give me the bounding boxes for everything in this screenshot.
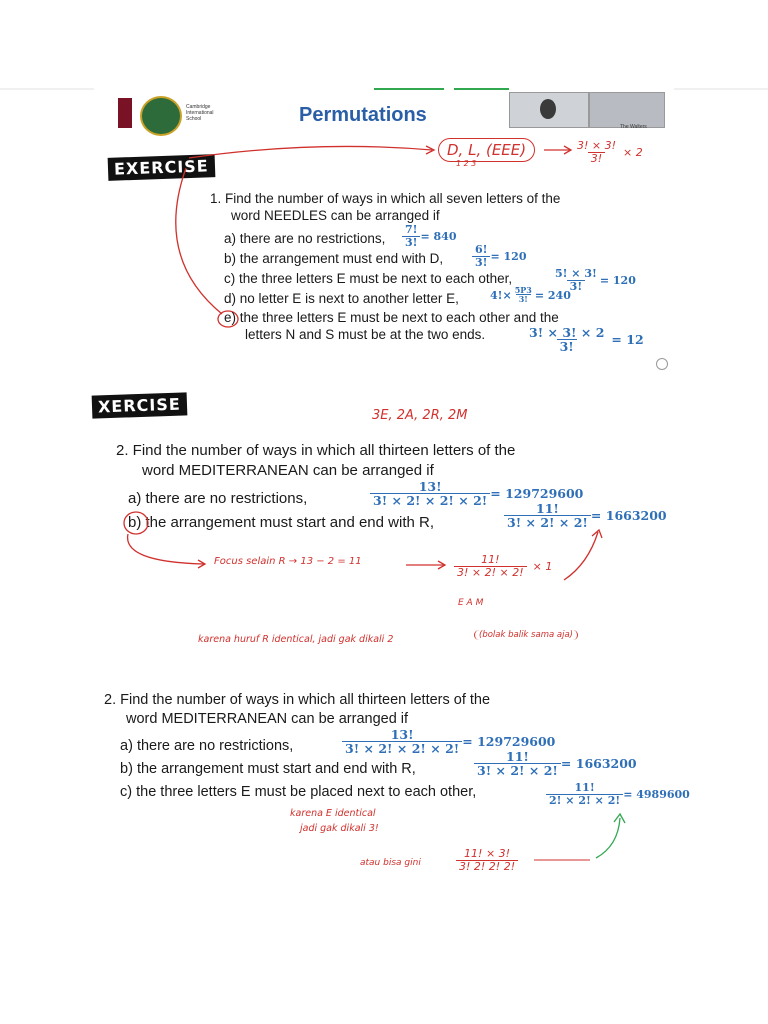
answer-1c-den: 3! xyxy=(567,280,585,293)
answer-2a-num: 13! xyxy=(418,479,442,494)
answer-1c-num: 5! × 3! xyxy=(555,267,597,280)
answer-1a xyxy=(402,224,457,249)
answer-3b-num: 11! xyxy=(506,749,529,764)
hand-letters-below: E A M xyxy=(458,598,484,608)
answer-2b-den: 3! × 2! × 2! xyxy=(504,515,591,530)
question-1-line2: word NEEDLES can be arranged if xyxy=(231,208,440,223)
exercise-badge-2: XERCISE xyxy=(92,392,187,418)
slide-3 xyxy=(94,680,690,880)
answer-2b-num: 11! xyxy=(536,501,559,516)
answer-1d-num: 5P3 xyxy=(514,285,532,295)
green-arrow xyxy=(596,818,620,858)
answer-1a-val: = 840 xyxy=(420,229,457,243)
hand-top: 3E, 2A, 2R, 2M xyxy=(372,408,468,423)
video-label: The Walters xyxy=(620,124,647,130)
answer-3b-val: = 1663200 xyxy=(560,756,637,772)
answer-1e xyxy=(526,326,644,354)
question-1: 1. Find the number of ways in which all seven letters of the xyxy=(210,191,561,206)
answer-1d-val: = 240 xyxy=(534,288,571,302)
curve-arrow xyxy=(176,168,222,314)
hand-fraction-2 xyxy=(454,554,552,579)
arrow-line-1 xyxy=(189,146,432,158)
slide-1 xyxy=(94,88,674,380)
curve-arrow-2 xyxy=(128,534,204,564)
question-2-repeat-line2: word MEDITERRANEAN can be arranged if xyxy=(126,711,409,727)
question-2-line2: word MEDITERRANEAN can be arranged if xyxy=(142,462,434,479)
answer-2a-val: = 129729600 xyxy=(490,486,584,502)
answer-1e-den: 3! xyxy=(557,339,577,354)
hand-frac-den: 3! × 2! × 2! xyxy=(454,566,527,579)
answer-2b-val: = 1663200 xyxy=(590,508,667,524)
answer-3c-den: 2! × 2! × 2! xyxy=(546,794,623,807)
hand-note: karena huruf R identical, jadi gak dikali 2 xyxy=(198,634,394,645)
hand-letters: D, L, (EEE) xyxy=(438,138,535,162)
slide3-hand-arrows xyxy=(94,680,674,880)
answer-3a-val: = 129729600 xyxy=(462,734,556,750)
hand-focus: Focus selain R → 13 − 2 = 11 xyxy=(214,556,362,567)
answer-1e-val: = 12 xyxy=(611,332,644,348)
part-1b: b) the arrangement must end with D, xyxy=(224,251,444,266)
answer-1d xyxy=(490,286,571,304)
answer-3c-val: = 4989600 xyxy=(623,787,690,801)
part-2a: a) there are no restrictions, xyxy=(128,490,308,507)
answer-1d-pre: 4!× xyxy=(490,288,512,302)
part-2b: b) the arrangement must start and end with R, xyxy=(128,514,434,531)
part-1e-line2: letters N and S must be at the two ends. xyxy=(245,327,486,342)
circle-b xyxy=(124,512,148,534)
part-3c: c) the three letters E must be placed next to each other, xyxy=(120,784,477,800)
hand-frac3-den: 3! 2! 2! 2! xyxy=(456,860,518,873)
part-3b: b) the arrangement must start and end with R, xyxy=(120,761,416,777)
hand-right-mult: × 2 xyxy=(623,145,643,159)
hand-note-3b: jadi gak dikali 3! xyxy=(300,823,379,834)
hand-right-den: 3! xyxy=(588,152,605,165)
answer-1b-val: = 120 xyxy=(490,249,527,263)
refresh-icon[interactable] xyxy=(656,358,668,370)
part-1e: e) the three letters E must be next to each other and the xyxy=(224,310,559,325)
hand-numbers: 1 2 3 xyxy=(456,159,477,168)
answer-3a-num: 13! xyxy=(390,727,414,742)
hand-frac-num: 11! xyxy=(481,553,500,566)
part-1a: a) there are no restrictions, xyxy=(224,231,386,246)
hand-frac3-num: 11! × 3! xyxy=(464,847,511,860)
page-title: Permutations xyxy=(299,104,427,126)
part-1d: d) no letter E is next to another letter E, xyxy=(224,291,459,306)
exercise-badge: EXERCISE xyxy=(108,154,215,181)
answer-2a-den: 3! × 2! × 2! × 2! xyxy=(370,493,490,508)
logo-text: Cambridge International School xyxy=(186,104,214,122)
answer-1b-num: 6! xyxy=(475,243,488,256)
answer-1b xyxy=(472,244,527,269)
part-1c: c) the three letters E must be next to each other, xyxy=(224,271,513,286)
answer-1a-num: 7! xyxy=(405,223,418,236)
question-2-repeat: 2. Find the number of ways in which all thirteen letters of the xyxy=(104,692,491,708)
answer-3a-den: 3! × 2! × 2! × 2! xyxy=(342,741,462,756)
answer-1a-den: 3! xyxy=(402,236,420,249)
slide2-hand-arrows xyxy=(94,384,674,674)
answer-1d-den: 3! xyxy=(516,294,531,304)
answer-3c-num: 11! xyxy=(574,781,595,794)
part-3a: a) there are no restrictions, xyxy=(120,738,294,754)
arrow-up xyxy=(564,532,598,580)
hand-right-num: 3! × 3! xyxy=(577,139,617,152)
hand-frac-mult: × 1 xyxy=(532,559,553,573)
hand-note-3a: karena E identical xyxy=(290,808,376,819)
slide-2 xyxy=(94,384,674,674)
answer-1b-den: 3! xyxy=(472,256,490,269)
question-2: 2. Find the number of ways in which all thirteen letters of the xyxy=(116,442,516,459)
hand-note-2: (bolak balik sama aja) xyxy=(474,630,578,640)
hand-or: atau bisa gini xyxy=(360,858,421,868)
answer-1c-val: = 120 xyxy=(599,273,636,287)
answer-1e-num: 3! × 3! × 2 xyxy=(529,325,605,340)
answer-3b-den: 3! × 2! × 2! xyxy=(474,763,561,778)
